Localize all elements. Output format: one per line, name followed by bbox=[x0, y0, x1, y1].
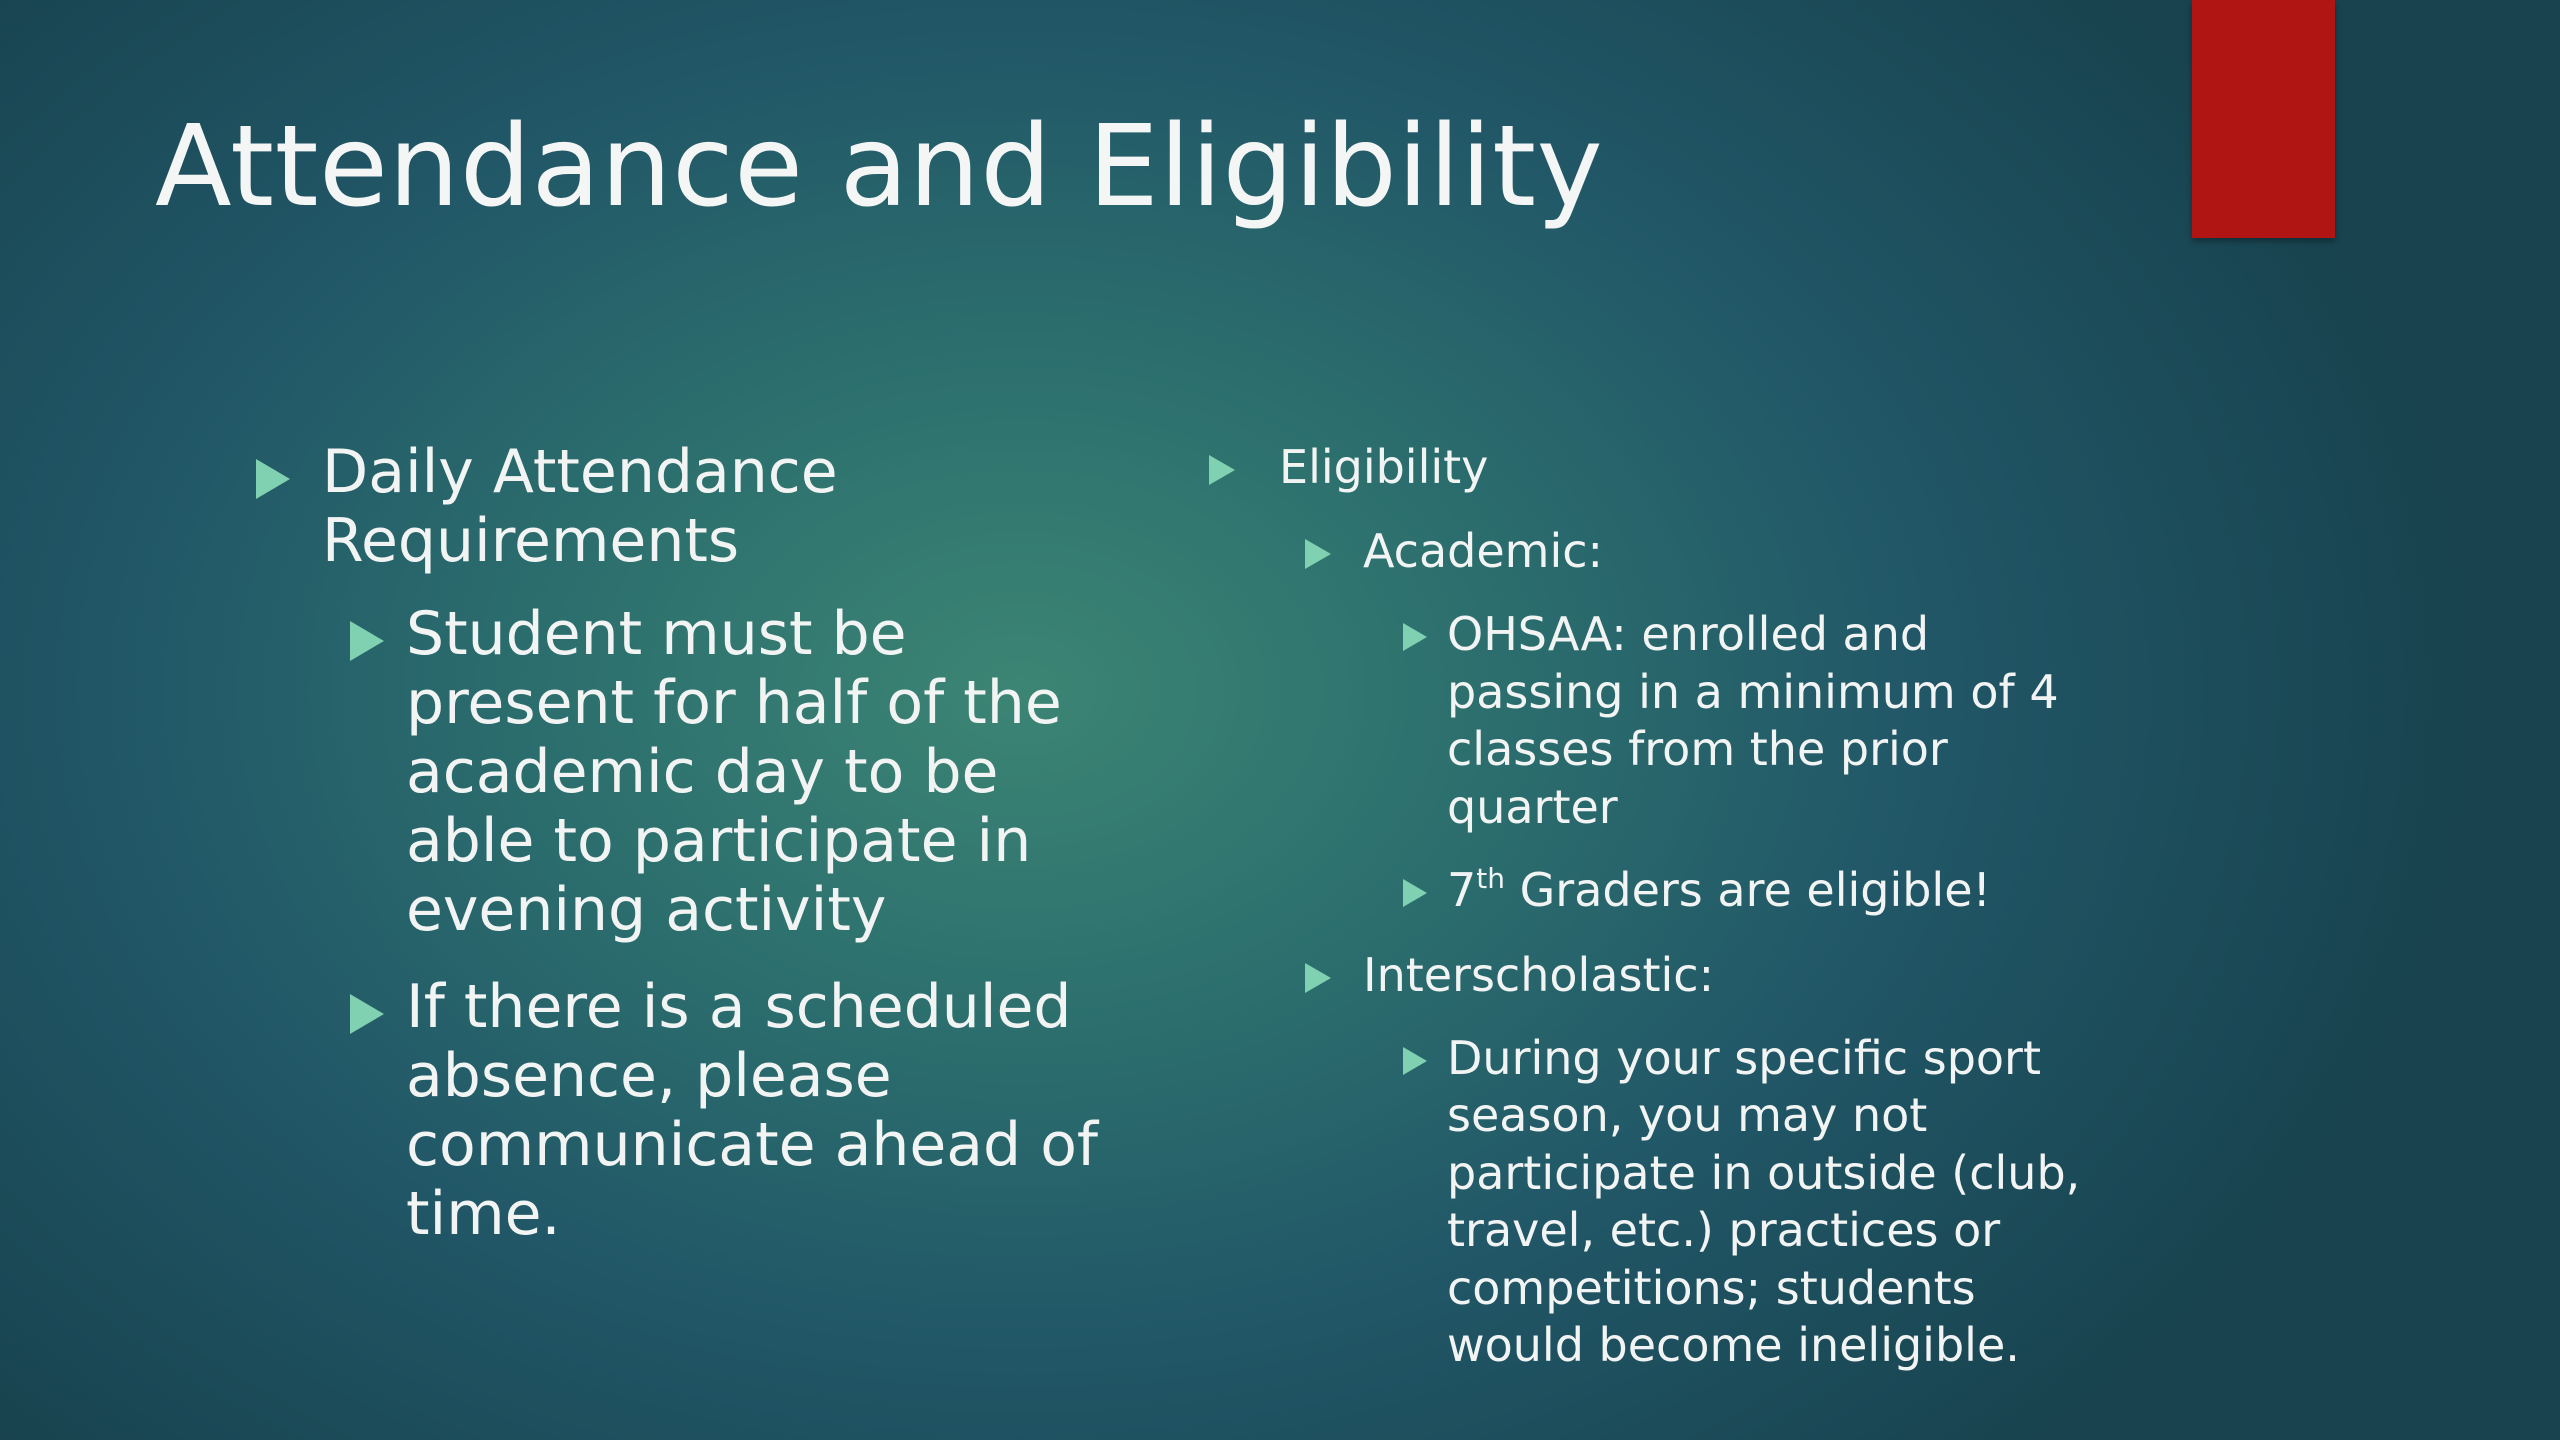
bullet-text: If there is a scheduled absence, please communicate ahead of time. bbox=[406, 972, 1099, 1249]
bullet-ohsaa-rule bbox=[1205, 606, 2145, 836]
bullet-scheduled-absence bbox=[250, 973, 1100, 1249]
triangle-right-icon bbox=[1305, 539, 1331, 569]
grade-number: 7 bbox=[1447, 863, 1477, 917]
ordinal-suffix: th bbox=[1476, 862, 1506, 895]
bullet-outside-practice-rule bbox=[1205, 1030, 2145, 1375]
triangle-right-icon bbox=[1305, 963, 1331, 993]
triangle-right-icon bbox=[1403, 623, 1427, 651]
bullet-text: Student must be present for half of the academic day to be able to participate in evening activity bbox=[406, 599, 1062, 945]
right-content-column bbox=[1205, 438, 2145, 1375]
bullet-text: Daily Attendance Requirements bbox=[322, 437, 838, 576]
bullet-interscholastic bbox=[1205, 946, 2145, 1004]
triangle-right-icon bbox=[1403, 1047, 1427, 1075]
grade-text: Graders are eligible! bbox=[1505, 863, 1991, 917]
bullet-text: Interscholastic: bbox=[1363, 947, 1715, 1002]
bullet-text: Academic: bbox=[1363, 524, 1604, 578]
bullet-seventh-graders bbox=[1205, 862, 2145, 920]
triangle-right-icon bbox=[1209, 455, 1235, 485]
bullet-text: Eligibility bbox=[1279, 440, 1489, 494]
left-content-column bbox=[250, 438, 1100, 1249]
triangle-right-icon bbox=[350, 994, 384, 1034]
bullet-eligibility bbox=[1205, 438, 2145, 496]
slide-title: Attendance and Eligibility bbox=[155, 102, 1604, 232]
bullet-text: OHSAA: enrolled and passing in a minimum of 4 classes from the prior quarter bbox=[1447, 607, 2059, 834]
bullet-academic bbox=[1205, 522, 2145, 580]
accent-bar bbox=[2192, 0, 2335, 238]
bullet-half-day-rule bbox=[250, 600, 1100, 945]
triangle-right-icon bbox=[256, 459, 290, 499]
triangle-right-icon bbox=[350, 621, 384, 661]
triangle-right-icon bbox=[1403, 879, 1427, 907]
bullet-daily-attendance bbox=[250, 438, 1100, 576]
bullet-text bbox=[1447, 862, 2145, 920]
bullet-text: During your specific sport season, you may not participate in outside (club, travel, etc.) practices or competitions; students would become ineligible. bbox=[1447, 1030, 2081, 1372]
